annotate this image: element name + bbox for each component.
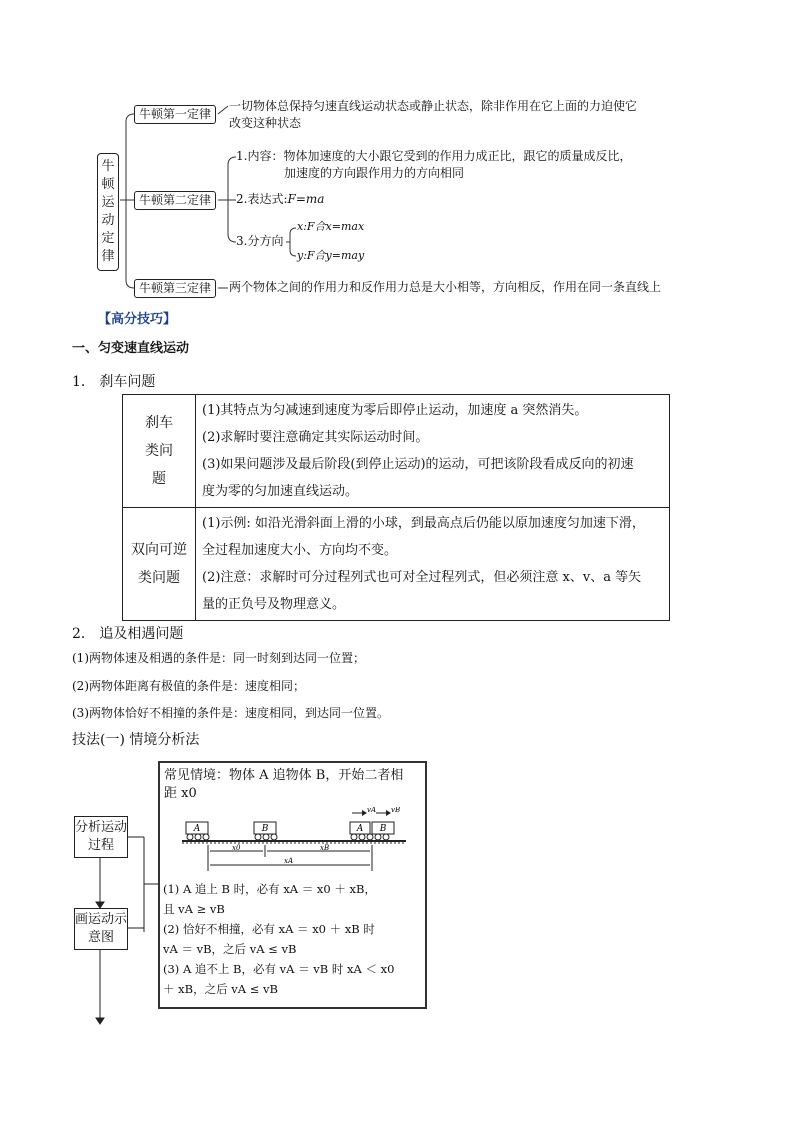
brake-table: [122, 394, 670, 621]
root-node: [97, 153, 119, 271]
car-a-right: A: [356, 824, 364, 834]
law3-node: [134, 279, 216, 298]
law2-item1: 1.内容：物体加速度的大小跟它受到的作用力成正比，跟它的质量成反比， 加速度的方向跟作用力的方向相同: [236, 149, 632, 180]
row1-content: (1)其特点为匀减速到速度为零后即停止运动，加速度 a 突然消失。 (2)求解时要注意确定其实际运动时间。 (3)如果问题涉及最后阶段(到停止运动)的运动，可把该阶段看成反向的初速 度为零的匀加速直线运动。: [196, 395, 670, 508]
car-a-left: A: [193, 824, 201, 834]
law2-item2: 2.表达式:F=ma: [236, 192, 325, 206]
technique-title: 技法(一) 情境分析法: [72, 732, 200, 748]
item2-title: 2． 追及相遇问题: [72, 626, 184, 642]
flow-arrows: [60, 800, 170, 1030]
figure-caption: 常见情境：物体 A 追物体 B，开始二者相 距 x0: [164, 768, 404, 801]
chase-diagram: [160, 807, 425, 877]
flow-step-2: 画运动示意图: [74, 908, 128, 950]
chase-figure: [158, 761, 427, 1009]
label-va: vA: [367, 807, 377, 814]
root-label: 牛顿运动定律: [101, 159, 115, 264]
table-row: [123, 395, 670, 508]
section1-title: 一、匀变速直线运动: [72, 341, 190, 356]
law1-text: 一切物体总保持匀速直线运动状态或静止状态，除非作用在它上面的力迫使它 改变这种状态: [229, 99, 638, 130]
flow-step-1: 分析运动过程: [74, 816, 128, 858]
car-b-left: B: [261, 824, 269, 834]
car-b-right: B: [379, 824, 387, 834]
item2-line-3: (3)两物体恰好不相撞的条件是：速度相同，到达同一位置。: [72, 706, 390, 720]
item1-title: 1． 刹车问题: [72, 374, 156, 390]
formula-fma: F=ma: [287, 192, 325, 206]
row1-label: 刹车类问题: [123, 395, 196, 508]
row2-content: (1)示例: 如沿光滑斜面上滑的小球，到最高点后仍能以原加速度匀加速下滑， 全过程加速度大小、方向均不变。 (2)注意：求解时可分过程列式也可对全过程列式，但必须注意 x、v、a 等矢 量的正负号及物理意义。: [196, 508, 670, 621]
law2-item3: 3.分方向: [236, 234, 284, 248]
law1-label: 牛顿第一定律: [139, 107, 212, 121]
label-vb: vB: [391, 807, 401, 814]
law2-label: 牛顿第二定律: [139, 193, 212, 207]
component-y: y:F合y=may: [297, 249, 365, 262]
law3-label: 牛顿第三定律: [139, 281, 212, 295]
label-x0: x0: [232, 844, 241, 852]
item2-line-1: (1)两物体速及相遇的条件是：同一时刻到达同一位置；: [72, 651, 366, 665]
label-xa: xA: [284, 857, 294, 865]
law3-text: 两个物体之间的作用力和反作用力总是大小相等，方向相反，作用在同一条直线上: [229, 280, 662, 294]
component-x: x:F合x=max: [297, 220, 365, 233]
item2-line-2: (2)两物体距离有极值的条件是：速度相同；: [72, 679, 305, 693]
law2-node: [134, 191, 216, 210]
row2-label: 双向可逆类问题: [123, 508, 196, 621]
table-row: [123, 508, 670, 621]
law1-node: [134, 105, 216, 124]
tips-heading: 【高分技巧】: [98, 312, 177, 327]
figure-conditions: (1) A 追上 B 时，必有 xA ＝ x0 ＋ xB， 且 vA ≥ vB (2) 恰好不相撞，必有 xA ＝ x0 ＋ xB 时 vA ＝ vB，之后 vA ≤ vB (3) A 追不上 B，必有 vA ＝ vB 时 xA ＜ x0 ＋ xB，之后 vA ≤ vB: [163, 882, 395, 996]
label-xb: xB: [320, 844, 330, 852]
